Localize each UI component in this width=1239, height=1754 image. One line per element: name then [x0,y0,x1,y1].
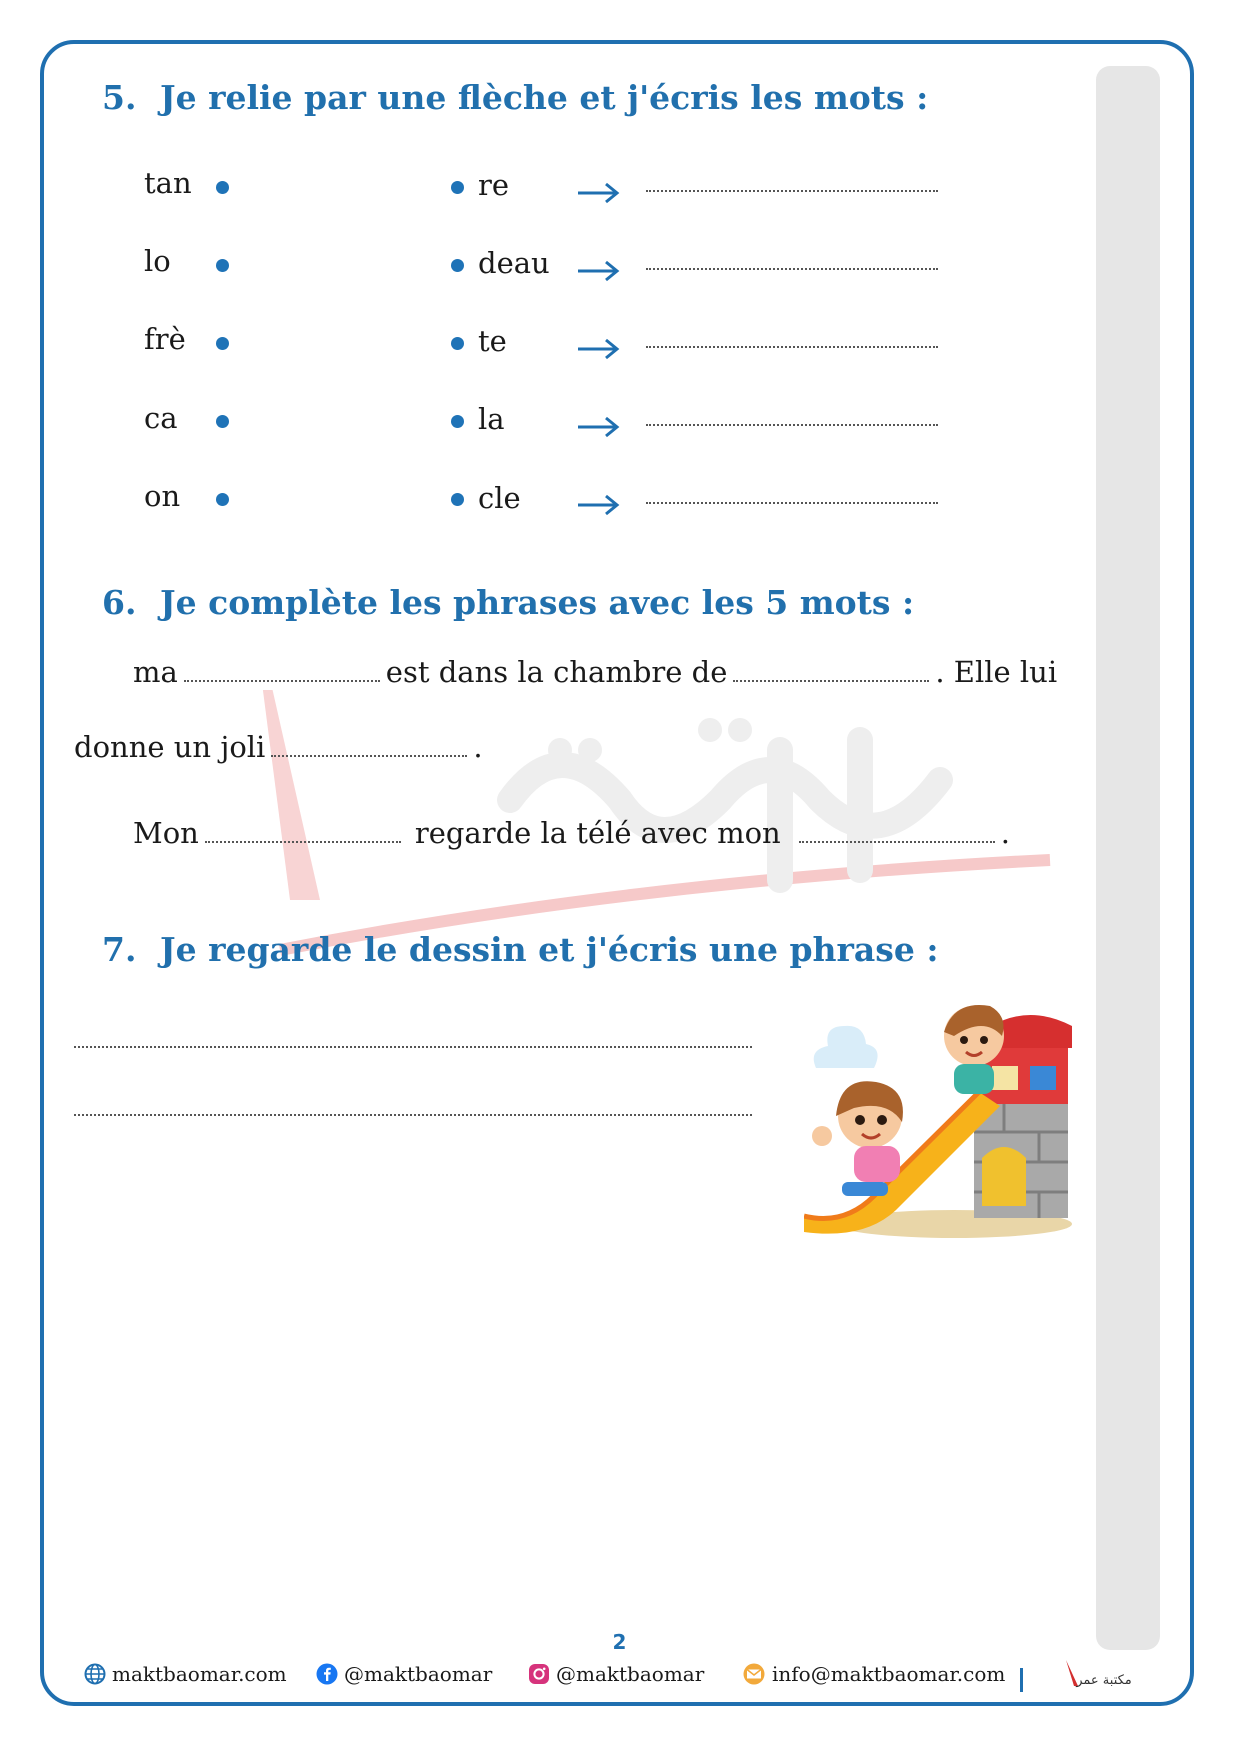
answer-line[interactable] [646,268,938,270]
sentence-text: . Elle lui [935,655,1058,689]
website-text: maktbaomar.com [112,1662,287,1686]
left-syllable: ca [144,401,178,435]
footer-instagram[interactable] [528,1662,704,1686]
footer-separator [1020,1668,1023,1692]
left-syllable: lo [144,244,171,278]
sentence-1 [133,655,1057,689]
facebook-handle: @maktbaomar [344,1662,493,1686]
sentence-text: regarde la télé avec mon [414,816,781,850]
writing-line[interactable] [74,1114,752,1116]
exercise-6-heading [102,583,914,622]
blank-line[interactable] [205,841,401,843]
blank-line[interactable] [799,841,995,843]
right-syllable: deau [478,246,550,280]
left-syllable: frè [144,322,186,356]
instagram-icon [528,1663,550,1685]
exercise-5-title: Je relie par une flèche et j'écris les mots : [160,78,929,117]
arrow-icon [576,181,620,205]
arrow-icon [576,259,620,283]
blank-line[interactable] [184,680,380,682]
sentence-3 [133,816,1010,850]
arrow-icon [576,415,620,439]
instagram-handle: @maktbaomar [556,1662,705,1686]
page-number: 2 [612,1630,627,1654]
children-slide-illustration [804,996,1072,1240]
sentence-text: . [1000,816,1010,850]
right-syllable: re [478,168,510,202]
side-panel [1096,66,1160,1650]
left-dot[interactable] [216,415,229,428]
answer-line[interactable] [646,424,938,426]
email-text: info@maktbaomar.com [772,1662,1006,1686]
right-dot[interactable] [451,337,464,350]
left-dot[interactable] [216,337,229,350]
right-dot[interactable] [451,493,464,506]
right-dot[interactable] [451,259,464,272]
answer-line[interactable] [646,346,938,348]
right-syllable: te [478,324,507,358]
footer-email[interactable] [742,1662,1005,1686]
exercise-7-number: 7. [102,930,137,969]
answer-line[interactable] [646,502,938,504]
left-syllable: tan [144,166,192,200]
footer-website[interactable] [84,1662,287,1686]
answer-line[interactable] [646,190,938,192]
right-syllable: la [478,402,505,436]
right-syllable: cle [478,481,521,515]
exercise-5-number: 5. [102,78,137,117]
exercise-5-heading [102,78,928,117]
exercise-7-title: Je regarde le dessin et j'écris une phrase : [160,930,939,969]
right-dot[interactable] [451,181,464,194]
left-dot[interactable] [216,181,229,194]
left-dot[interactable] [216,493,229,506]
globe-icon [84,1663,106,1685]
sentence-text: donne un joli [74,730,266,764]
logo-text: مكتبة عمر [1076,1673,1132,1688]
footer-facebook[interactable] [316,1662,492,1686]
blank-line[interactable] [271,755,467,757]
sentence-text: Mon [133,816,199,850]
sentence-2 [74,730,483,764]
right-dot[interactable] [451,415,464,428]
exercise-7-heading [102,930,939,969]
arrow-icon [576,493,620,517]
facebook-icon [316,1663,338,1685]
left-syllable: on [144,479,181,513]
exercise-6-number: 6. [102,583,137,622]
maktba-omar-logo [1060,1656,1140,1696]
sentence-text: ma [133,655,178,689]
blank-line[interactable] [733,680,929,682]
sentence-text: . [473,730,483,764]
arrow-icon [576,337,620,361]
mail-icon [742,1663,766,1685]
writing-line[interactable] [74,1046,752,1048]
left-dot[interactable] [216,259,229,272]
exercise-6-title: Je complète les phrases avec les 5 mots : [160,583,915,622]
sentence-text: est dans la chambre de [385,655,728,689]
